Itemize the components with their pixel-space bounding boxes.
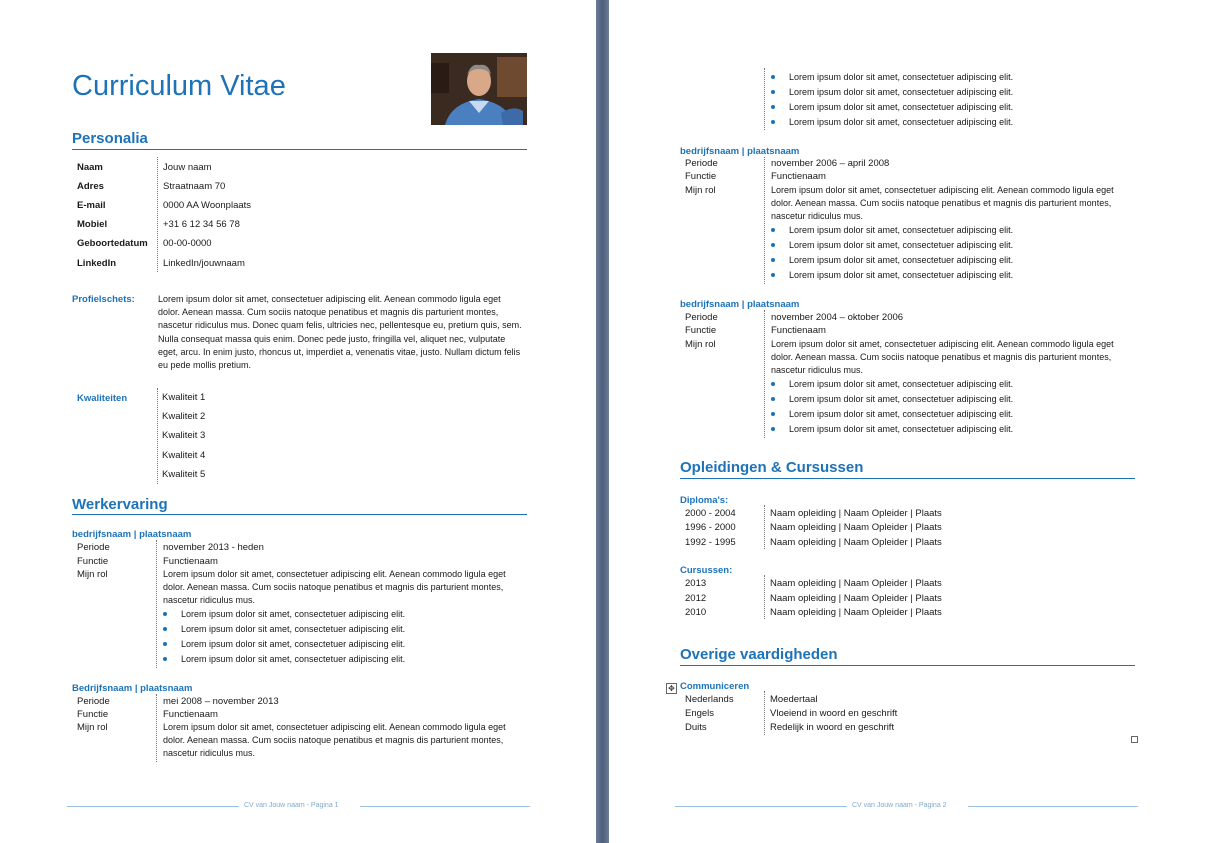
bullet-text: Lorem ipsum dolor sit amet, consectetuer adipiscing elit.	[789, 102, 1014, 112]
job-periode-label: Periode	[685, 312, 718, 323]
job-bullets	[162, 607, 405, 667]
vaardigheden-heading: Overige vaardigheden	[680, 646, 838, 663]
page-gap	[596, 0, 609, 843]
kwaliteiten-divider	[157, 388, 158, 484]
bullet-text: Lorem ipsum dolor sit amet, consectetuer adipiscing elit.	[789, 394, 1014, 404]
job-periode: november 2004 – oktober 2006	[771, 312, 904, 323]
job-rol-label: Mijn rol	[685, 185, 716, 196]
page-2	[609, 0, 1205, 843]
footer-rule-left	[675, 806, 847, 807]
label-adres: Adres	[77, 181, 104, 192]
bullet-dot-icon	[163, 657, 167, 661]
diploma-text: Naam opleiding | Naam Opleider | Plaats	[770, 537, 942, 548]
profile-photo	[431, 53, 527, 125]
job-functie-label: Functie	[685, 171, 717, 182]
kwaliteit-item: Kwaliteit 5	[162, 469, 206, 480]
kwaliteiten-label: Kwaliteiten	[77, 393, 128, 404]
footer-rule-left	[67, 806, 239, 807]
bullet-item	[162, 622, 405, 637]
job-company: bedrijfsnaam | plaatsnaam	[72, 529, 192, 540]
diplomas-divider	[764, 505, 765, 549]
cursussen-label: Cursussen:	[680, 565, 733, 576]
bullet-dot-icon	[771, 90, 775, 94]
job-periode-label: Periode	[77, 542, 110, 553]
bullet-dot-icon	[771, 258, 775, 262]
cursussen-divider	[764, 575, 765, 619]
job-divider	[764, 157, 765, 284]
kwaliteit-item: Kwaliteit 2	[162, 411, 206, 422]
job-company: Bedrijfsnaam | plaatsnaam	[72, 683, 193, 694]
bullet-item	[770, 407, 1013, 422]
taal-label: Nederlands	[685, 694, 734, 705]
bullet-item	[770, 253, 1013, 268]
job-periode: november 2013 - heden	[163, 542, 264, 553]
taal-label: Engels	[685, 708, 715, 719]
value-adres: Straatnaam 70	[163, 181, 226, 192]
diploma-text: Naam opleiding | Naam Opleider | Plaats	[770, 522, 942, 533]
job-periode-label: Periode	[685, 158, 718, 169]
bullet-item	[770, 85, 1013, 100]
job-rol-label: Mijn rol	[77, 569, 108, 580]
job-company: bedrijfsnaam | plaatsnaam	[680, 299, 800, 310]
job-periode: mei 2008 – november 2013	[163, 696, 279, 707]
label-email: E-mail	[77, 200, 106, 211]
job-functie: Functienaam	[771, 325, 826, 336]
bullet-text: Lorem ipsum dolor sit amet, consectetuer adipiscing elit.	[789, 87, 1014, 97]
job-divider	[764, 310, 765, 438]
bullet-dot-icon	[163, 642, 167, 646]
job-periode: november 2006 – april 2008	[771, 158, 890, 169]
bullet-text: Lorem ipsum dolor sit amet, consectetuer adipiscing elit.	[789, 72, 1014, 82]
job-divider	[156, 540, 157, 668]
job-rol-label: Mijn rol	[77, 722, 108, 733]
profiel-label: Profielschets:	[72, 294, 135, 305]
diploma-text: Naam opleiding | Naam Opleider | Plaats	[770, 508, 942, 519]
cursus-year: 2013	[685, 578, 707, 589]
bullet-item	[770, 377, 1013, 392]
value-geboortedatum: 00-00-0000	[163, 238, 212, 249]
cv-title: Curriculum Vitae	[72, 70, 286, 102]
bullet-text: Lorem ipsum dolor sit amet, consectetuer adipiscing elit.	[181, 624, 406, 634]
diploma-year: 1996 - 2000	[685, 522, 736, 533]
job-functie: Functienaam	[771, 171, 826, 182]
bullet-item	[770, 100, 1013, 115]
taal-value: Moedertaal	[770, 694, 818, 705]
diploma-year: 1992 - 1995	[685, 537, 736, 548]
taal-value: Vloeiend in woord en geschrift	[770, 708, 898, 719]
job-functie: Functienaam	[163, 556, 218, 567]
cursus-text: Naam opleiding | Naam Opleider | Plaats	[770, 593, 942, 604]
job-functie-label: Functie	[77, 556, 109, 567]
table-move-handle-icon[interactable]: ✥	[666, 683, 677, 694]
job-functie: Functienaam	[163, 709, 218, 720]
job-rol: Lorem ipsum dolor sit amet, consectetuer adipiscing elit. Aenean commodo ligula eget dolor. Aenean massa. Cum sociis natoque penatibus et magnis dis parturient montes, nascetur ridiculus mus.	[163, 722, 506, 759]
cursus-year: 2012	[685, 593, 707, 604]
job-rol: Lorem ipsum dolor sit amet, consectetuer adipiscing elit. Aenean commodo ligula eget dolor. Aenean massa. Cum sociis natoque penatibus et magnis dis parturient montes, nascetur ridiculus mus.	[771, 339, 1114, 376]
bullet-item	[162, 637, 405, 652]
kwaliteit-item: Kwaliteit 4	[162, 450, 206, 461]
bullet-text: Lorem ipsum dolor sit amet, consectetuer adipiscing elit.	[181, 609, 406, 619]
bullet-dot-icon	[771, 273, 775, 277]
value-linkedin: LinkedIn/jouwnaam	[163, 258, 245, 269]
footer-text: CV van Jouw naam - Pagina 1	[244, 802, 339, 809]
job-functie-label: Functie	[685, 325, 717, 336]
vaardigheden-rule	[680, 665, 1135, 666]
footer-rule-right	[360, 806, 530, 807]
taal-value: Redelijk in woord en geschrift	[770, 722, 895, 733]
label-mobiel: Mobiel	[77, 219, 108, 230]
bullet-item	[770, 268, 1013, 283]
job-rol: Lorem ipsum dolor sit amet, consectetuer adipiscing elit. Aenean commodo ligula eget dolor. Aenean massa. Cum sociis natoque penatibus et magnis dis parturient montes, nascetur ridiculus mus.	[771, 185, 1114, 222]
job-rol-label: Mijn rol	[685, 339, 716, 350]
personalia-rule	[72, 149, 527, 150]
job-functie-label: Functie	[77, 709, 109, 720]
bullet-dot-icon	[771, 120, 775, 124]
job-rol: Lorem ipsum dolor sit amet, consectetuer adipiscing elit. Aenean commodo ligula eget dolor. Aenean massa. Cum sociis natoque penatibus et magnis dis parturient montes, nascetur ridiculus mus.	[163, 569, 506, 606]
job-bullets	[770, 70, 1013, 130]
cursus-text: Naam opleiding | Naam Opleider | Plaats	[770, 607, 942, 618]
bullet-dot-icon	[771, 397, 775, 401]
label-geboortedatum: Geboortedatum	[77, 238, 148, 249]
personalia-divider	[157, 157, 158, 272]
bullet-item	[162, 652, 405, 667]
opleidingen-rule	[680, 478, 1135, 479]
bullet-item	[770, 238, 1013, 253]
bullet-dot-icon	[771, 243, 775, 247]
job-periode-label: Periode	[77, 696, 110, 707]
bullet-text: Lorem ipsum dolor sit amet, consectetuer adipiscing elit.	[181, 639, 406, 649]
bullet-text: Lorem ipsum dolor sit amet, consectetuer adipiscing elit.	[789, 270, 1014, 280]
bullet-dot-icon	[771, 412, 775, 416]
value-mobiel: +31 6 12 34 56 78	[163, 219, 240, 230]
bullet-item	[770, 422, 1013, 437]
bullet-item	[770, 70, 1013, 85]
diploma-year: 2000 - 2004	[685, 508, 736, 519]
kwaliteit-item: Kwaliteit 3	[162, 430, 206, 441]
bullet-text: Lorem ipsum dolor sit amet, consectetuer adipiscing elit.	[789, 240, 1014, 250]
label-naam: Naam	[77, 162, 103, 173]
footer-rule-right	[968, 806, 1138, 807]
bullet-dot-icon	[163, 612, 167, 616]
bullet-text: Lorem ipsum dolor sit amet, consectetuer adipiscing elit.	[789, 225, 1014, 235]
bullet-text: Lorem ipsum dolor sit amet, consectetuer adipiscing elit.	[789, 379, 1014, 389]
communiceren-label: Communiceren	[680, 681, 750, 692]
taal-label: Duits	[685, 722, 707, 733]
bullet-dot-icon	[771, 75, 775, 79]
werkervaring-rule	[72, 514, 527, 515]
kwaliteit-item: Kwaliteit 1	[162, 392, 206, 403]
bullet-text: Lorem ipsum dolor sit amet, consectetuer adipiscing elit.	[789, 409, 1014, 419]
bullet-text: Lorem ipsum dolor sit amet, consectetuer adipiscing elit.	[789, 255, 1014, 265]
cursus-year: 2010	[685, 607, 707, 618]
page-1	[0, 0, 596, 843]
bullet-dot-icon	[771, 228, 775, 232]
bullet-text: Lorem ipsum dolor sit amet, consectetuer adipiscing elit.	[181, 654, 406, 664]
value-naam: Jouw naam	[163, 162, 212, 173]
diplomas-label: Diploma's:	[680, 495, 729, 506]
bullet-item	[162, 607, 405, 622]
job-company: bedrijfsnaam | plaatsnaam	[680, 146, 800, 157]
bullet-item	[770, 392, 1013, 407]
job-bullets	[770, 377, 1013, 437]
footer-text: CV van Jouw naam - Pagina 2	[852, 802, 947, 809]
werkervaring-heading: Werkervaring	[72, 496, 168, 513]
job-divider	[764, 68, 765, 130]
bullet-item	[770, 223, 1013, 238]
bullet-item	[770, 115, 1013, 130]
bullet-dot-icon	[163, 627, 167, 631]
label-linkedin: LinkedIn	[77, 258, 117, 269]
bullet-dot-icon	[771, 382, 775, 386]
value-email: 0000 AA Woonplaats	[163, 200, 252, 211]
bullet-text: Lorem ipsum dolor sit amet, consectetuer adipiscing elit.	[789, 117, 1014, 127]
job-bullets	[770, 223, 1013, 283]
bullet-dot-icon	[771, 105, 775, 109]
job-divider	[156, 694, 157, 762]
profiel-text: Lorem ipsum dolor sit amet, consectetuer adipiscing elit. Aenean commodo ligula eget dolor. Aenean massa. Cum sociis natoque penatibus et magnis dis parturient montes, nascetur ridiculus mus. Donec quam felis, ultricies nec, pellentesque eu, pretium quis, sem. Nulla consequat massa quis enim. Donec pede justo, fringilla vel, aliquet nec, vulputate eget, arcu. In enim justo, rhoncus ut, imperdiet a, venenatis vitae, justo. Nullam dictum felis eu pede mollis pretium.	[158, 294, 522, 371]
bullet-text: Lorem ipsum dolor sit amet, consectetuer adipiscing elit.	[789, 424, 1014, 434]
table-resize-handle-icon[interactable]	[1131, 736, 1138, 743]
opleidingen-heading: Opleidingen & Cursussen	[680, 459, 864, 476]
vaardigheden-divider	[764, 691, 765, 735]
cursus-text: Naam opleiding | Naam Opleider | Plaats	[770, 578, 942, 589]
bullet-dot-icon	[771, 427, 775, 431]
personalia-heading: Personalia	[72, 130, 148, 147]
